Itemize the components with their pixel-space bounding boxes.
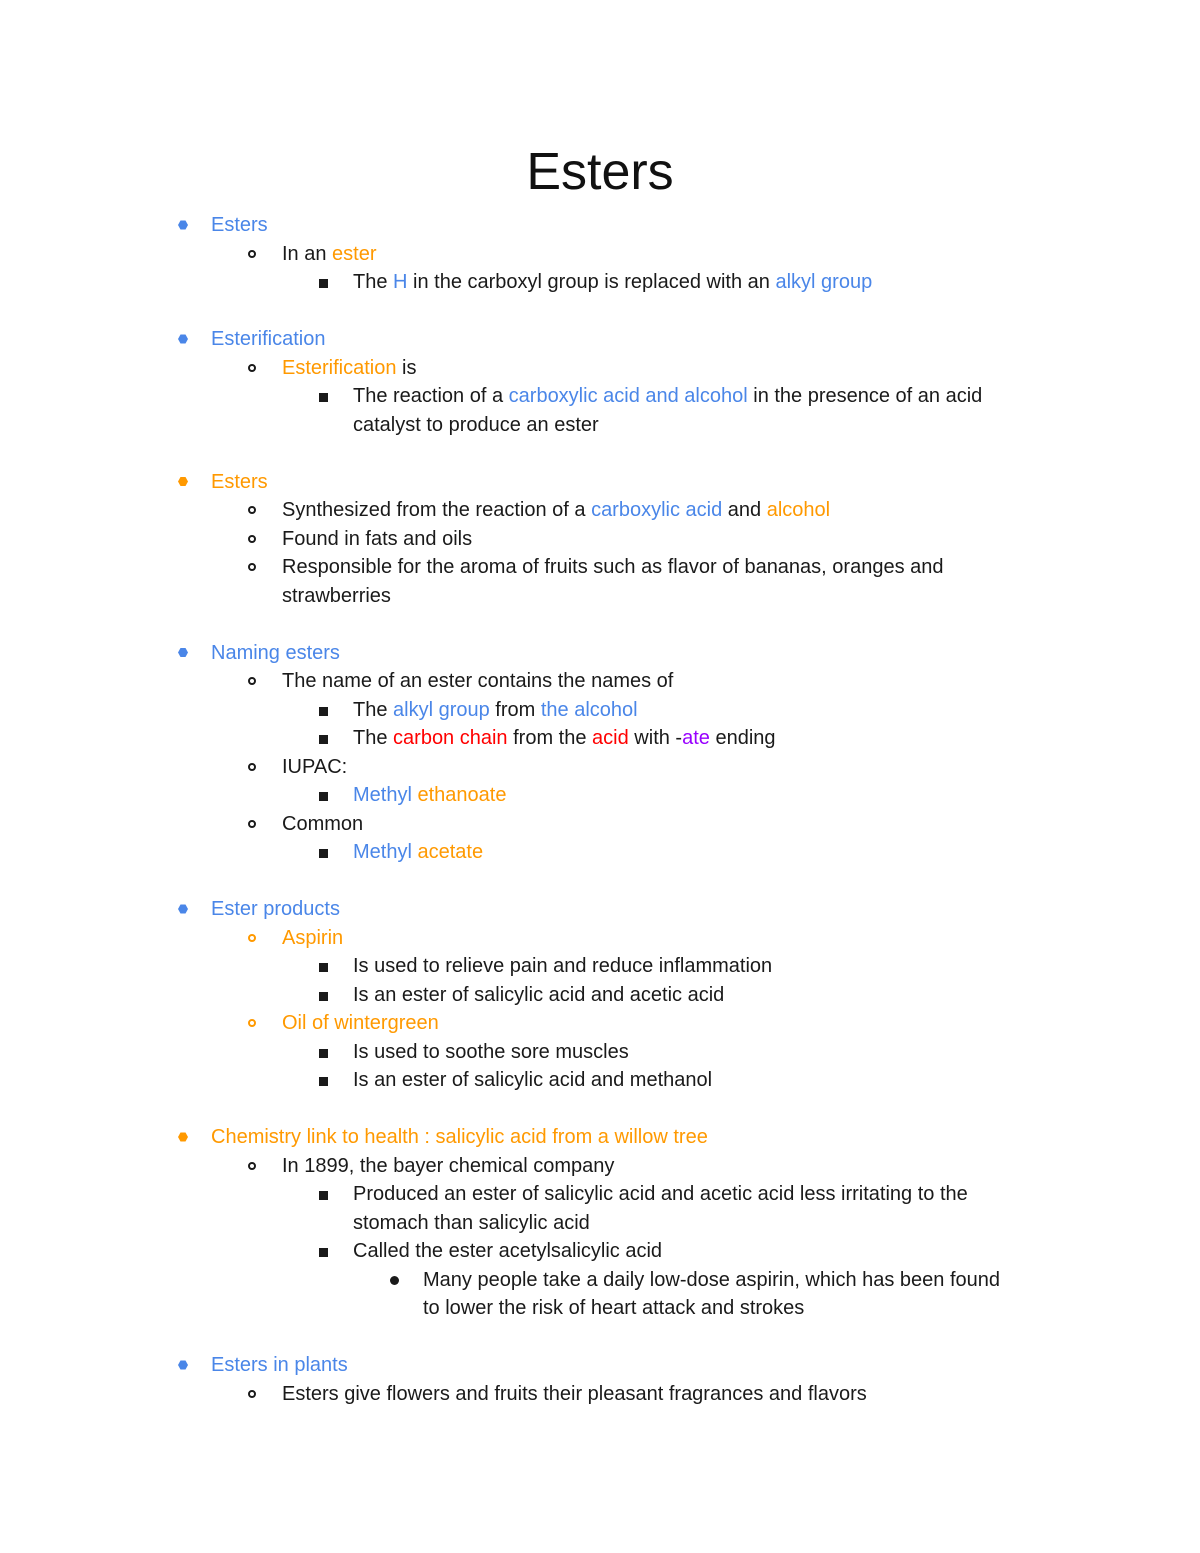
bullet-icon <box>319 735 328 744</box>
list-item: Methyl acetate <box>0 838 1200 867</box>
section-heading-ester-products: Ester products <box>0 895 1200 924</box>
list-item: Called the ester acetylsalicylic acid <box>0 1237 1200 1266</box>
bullet-icon <box>319 707 328 716</box>
bullet-icon <box>248 934 256 942</box>
section-heading-esters-in-plants: Esters in plants <box>0 1351 1200 1380</box>
bullet-icon <box>178 334 188 344</box>
bullet-icon <box>319 393 328 402</box>
list-item: Produced an ester of salicylic acid and acetic acid less irritating to the <box>0 1180 1200 1209</box>
list-item: Many people take a daily low-dose aspirin, which has been found <box>0 1266 1200 1295</box>
list-item: Oil of wintergreen <box>0 1009 1200 1038</box>
bullet-icon <box>248 364 256 372</box>
section-heading-esters: Esters <box>0 211 1200 240</box>
bullet-icon <box>178 1360 188 1370</box>
list-item: In an ester <box>0 240 1200 269</box>
bullet-icon <box>248 763 256 771</box>
list-item: Is used to soothe sore muscles <box>0 1038 1200 1067</box>
list-item: Methyl ethanoate <box>0 781 1200 810</box>
bullet-icon <box>390 1276 399 1285</box>
list-item-continuation: strawberries <box>282 584 391 607</box>
bullet-icon <box>248 1390 256 1398</box>
list-item: Esters give flowers and fruits their pleasant fragrances and flavors <box>0 1380 1200 1409</box>
list-item: Responsible for the aroma of fruits such as flavor of bananas, oranges and <box>0 553 1200 582</box>
list-item: Is an ester of salicylic acid and methanol <box>0 1066 1200 1095</box>
section-heading-chemistry-link: Chemistry link to health : salicylic acid from a willow tree <box>0 1123 1200 1152</box>
bullet-icon <box>319 279 328 288</box>
bullet-icon <box>319 992 328 1001</box>
bullet-icon <box>178 220 188 230</box>
bullet-icon <box>178 904 188 914</box>
bullet-icon <box>248 677 256 685</box>
bullet-icon <box>248 1019 256 1027</box>
bullet-icon <box>248 506 256 514</box>
list-item: The alkyl group from the alcohol <box>0 696 1200 725</box>
list-item-continuation: stomach than salicylic acid <box>353 1211 590 1234</box>
list-item: Found in fats and oils <box>0 525 1200 554</box>
bullet-icon <box>248 563 256 571</box>
bullet-icon <box>319 849 328 858</box>
list-item: The carbon chain from the acid with -ate ending <box>0 724 1200 753</box>
bullet-icon <box>319 1049 328 1058</box>
bullet-icon <box>178 477 188 487</box>
list-item: The H in the carboxyl group is replaced with an alkyl group <box>0 268 1200 297</box>
list-item-continuation: catalyst to produce an ester <box>353 413 599 436</box>
bullet-icon <box>248 820 256 828</box>
page-title: Esters <box>526 143 674 201</box>
list-item-continuation: to lower the risk of heart attack and strokes <box>423 1297 805 1319</box>
section-heading-naming-esters: Naming esters <box>0 639 1200 668</box>
bullet-icon <box>319 792 328 801</box>
bullet-icon <box>319 1191 328 1200</box>
bullet-icon <box>248 535 256 543</box>
notes-body <box>0 211 1200 1408</box>
list-item: Is an ester of salicylic acid and acetic acid <box>0 981 1200 1010</box>
list-item: Esterification is <box>0 354 1200 383</box>
section-heading-esters-2: Esters <box>0 468 1200 497</box>
list-item: Is used to relieve pain and reduce inflammation <box>0 952 1200 981</box>
bullet-icon <box>248 250 256 258</box>
bullet-icon <box>319 1077 328 1086</box>
bullet-icon <box>319 1248 328 1257</box>
list-item: The reaction of a carboxylic acid and alcohol in the presence of an acid <box>0 382 1200 411</box>
list-item: Common <box>0 810 1200 839</box>
list-item: Synthesized from the reaction of a carboxylic acid and alcohol <box>0 496 1200 525</box>
list-item: The name of an ester contains the names of <box>0 667 1200 696</box>
list-item: IUPAC: <box>0 753 1200 782</box>
bullet-icon <box>178 648 188 658</box>
bullet-icon <box>248 1162 256 1170</box>
section-heading-esterification: Esterification <box>0 325 1200 354</box>
bullet-icon <box>178 1132 188 1142</box>
bullet-icon <box>319 963 328 972</box>
list-item: In 1899, the bayer chemical company <box>0 1152 1200 1181</box>
list-item: Aspirin <box>0 924 1200 953</box>
